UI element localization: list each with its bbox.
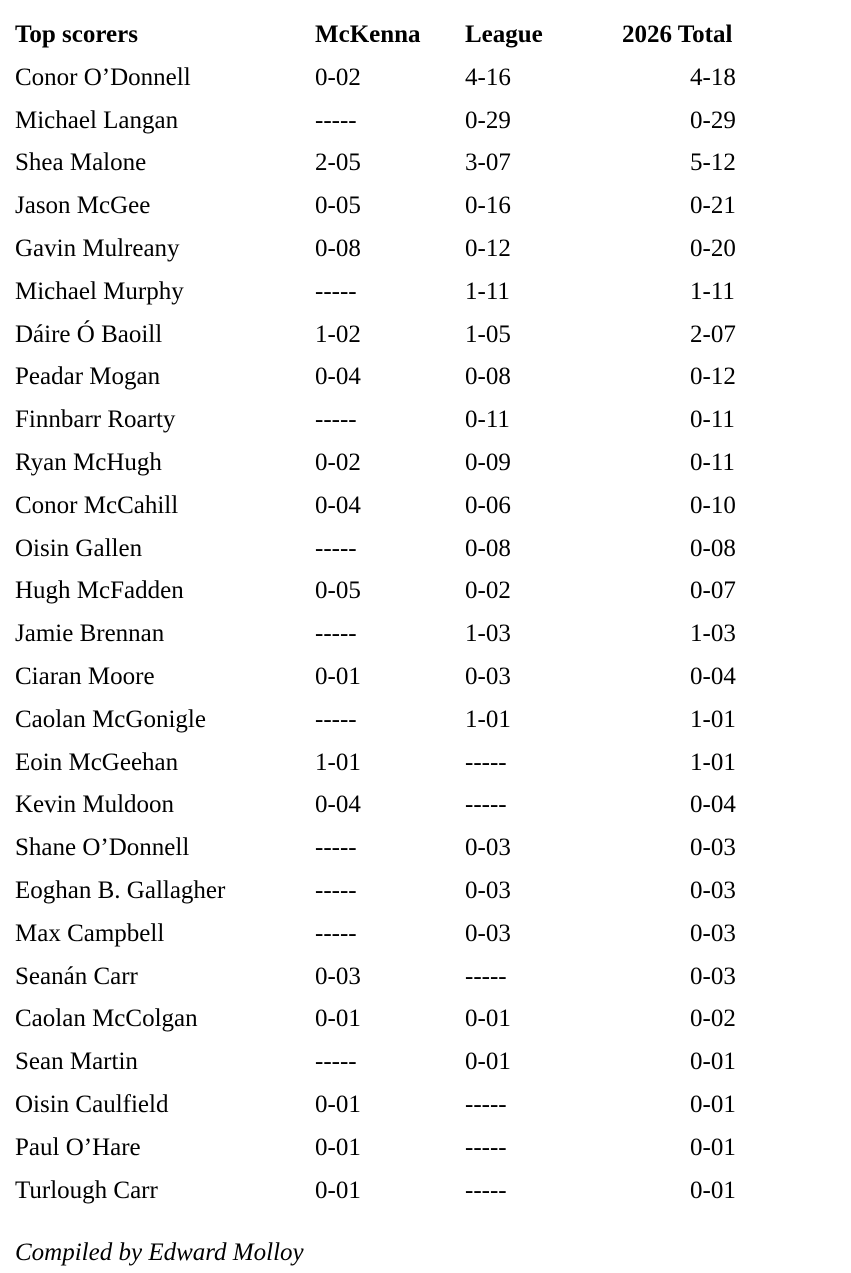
league-score-cell: 0-03 <box>465 834 511 862</box>
mckenna-score-cell: ----- <box>315 1048 357 1076</box>
player-name-cell: Dáire Ó Baoill <box>15 320 163 348</box>
total-score-cell: 0-04 <box>690 662 736 690</box>
table-row <box>15 1041 815 1084</box>
total-score-cell: 0-01 <box>690 1133 736 1161</box>
total-score-cell: 0-02 <box>690 1005 736 1033</box>
table-row <box>15 271 815 314</box>
league-score-cell: 0-03 <box>465 876 511 904</box>
league-score-cell: 0-03 <box>465 662 511 690</box>
mckenna-score-cell: ----- <box>315 620 357 648</box>
league-score-cell: 0-09 <box>465 448 511 476</box>
table-row <box>15 784 815 827</box>
mckenna-score-cell: 0-08 <box>315 234 361 262</box>
total-score-cell: 1-01 <box>690 748 736 776</box>
compiled-by-credit: Compiled by Edward Molloy <box>15 1239 304 1266</box>
table-row <box>15 185 815 228</box>
total-score-cell: 0-20 <box>690 234 736 262</box>
player-name-cell: Kevin Muldoon <box>15 791 175 819</box>
mckenna-score-cell: 0-05 <box>315 577 361 605</box>
table-row <box>15 356 815 399</box>
league-score-cell: 0-06 <box>465 491 511 519</box>
mckenna-score-cell: 1-01 <box>315 748 361 776</box>
league-score-cell: 0-29 <box>465 106 511 134</box>
scorers-table <box>15 14 815 1212</box>
total-score-cell: 0-01 <box>690 1048 736 1076</box>
league-score-cell: 0-01 <box>465 1048 511 1076</box>
table-row <box>15 613 815 656</box>
league-score-cell: 1-01 <box>465 705 511 733</box>
league-score-cell: 0-11 <box>465 406 510 434</box>
header-league: League <box>465 21 543 48</box>
total-score-cell: 0-04 <box>690 791 736 819</box>
table-row <box>15 228 815 271</box>
mckenna-score-cell: 0-02 <box>315 63 361 91</box>
total-score-cell: 0-03 <box>690 876 736 904</box>
table-row <box>15 870 815 913</box>
mckenna-score-cell: ----- <box>315 834 357 862</box>
mckenna-score-cell: 0-01 <box>315 1005 361 1033</box>
mckenna-score-cell: 0-05 <box>315 192 361 220</box>
total-score-cell: 0-10 <box>690 491 736 519</box>
league-score-cell: 0-03 <box>465 919 511 947</box>
mckenna-score-cell: ----- <box>315 406 357 434</box>
player-name-cell: Michael Langan <box>15 106 179 134</box>
league-score-cell: 0-08 <box>465 363 511 391</box>
total-score-cell: 1-11 <box>690 277 735 305</box>
mckenna-score-cell: 0-01 <box>315 1090 361 1118</box>
league-score-cell: 4-16 <box>465 63 511 91</box>
total-score-cell: 0-03 <box>690 919 736 947</box>
player-name-cell: Gavin Mulreany <box>15 234 180 262</box>
player-name-cell: Jason McGee <box>15 192 151 220</box>
league-score-cell: 3-07 <box>465 149 511 177</box>
player-name-cell: Conor McCahill <box>15 491 179 519</box>
player-name-cell: Shea Malone <box>15 149 147 177</box>
league-score-cell: 1-03 <box>465 620 511 648</box>
table-row <box>15 442 815 485</box>
player-name-cell: Caolan McColgan <box>15 1005 198 1033</box>
player-name-cell: Ryan McHugh <box>15 448 162 476</box>
league-score-cell: 1-11 <box>465 277 510 305</box>
player-name-cell: Seanán Carr <box>15 962 138 990</box>
total-score-cell: 0-21 <box>690 192 736 220</box>
player-name-cell: Peadar Mogan <box>15 363 161 391</box>
player-name-cell: Shane O’Donnell <box>15 834 190 862</box>
header-mckenna: McKenna <box>315 21 421 48</box>
player-name-cell: Max Campbell <box>15 919 165 947</box>
header-top-scorers: Top scorers <box>15 21 138 48</box>
table-row <box>15 827 815 870</box>
league-score-cell: 0-08 <box>465 534 511 562</box>
table-row <box>15 485 815 528</box>
player-name-cell: Ciaran Moore <box>15 662 155 690</box>
player-name-cell: Oisin Gallen <box>15 534 143 562</box>
mckenna-score-cell: ----- <box>315 876 357 904</box>
mckenna-score-cell: 0-02 <box>315 448 361 476</box>
league-score-cell: ----- <box>465 791 507 819</box>
mckenna-score-cell: 2-05 <box>315 149 361 177</box>
player-name-cell: Turlough Carr <box>15 1176 158 1204</box>
total-score-cell: 0-11 <box>690 448 735 476</box>
table-row <box>15 1127 815 1170</box>
league-score-cell: 0-02 <box>465 577 511 605</box>
mckenna-score-cell: 0-01 <box>315 1176 361 1204</box>
total-score-cell: 0-01 <box>690 1176 736 1204</box>
mckenna-score-cell: ----- <box>315 705 357 733</box>
player-name-cell: Conor O’Donnell <box>15 63 191 91</box>
table-row <box>15 570 815 613</box>
total-score-cell: 0-29 <box>690 106 736 134</box>
league-score-cell: 0-16 <box>465 192 511 220</box>
total-score-cell: 1-03 <box>690 620 736 648</box>
mckenna-score-cell: ----- <box>315 106 357 134</box>
table-row <box>15 528 815 571</box>
mckenna-score-cell: ----- <box>315 277 357 305</box>
table-row <box>15 142 815 185</box>
league-score-cell: ----- <box>465 748 507 776</box>
player-name-cell: Eoin McGeehan <box>15 748 179 776</box>
total-score-cell: 0-08 <box>690 534 736 562</box>
league-score-cell: ----- <box>465 1090 507 1118</box>
total-score-cell: 0-03 <box>690 962 736 990</box>
league-score-cell: ----- <box>465 1176 507 1204</box>
league-score-cell: 1-05 <box>465 320 511 348</box>
total-score-cell: 0-03 <box>690 834 736 862</box>
table-row <box>15 742 815 785</box>
player-name-cell: Michael Murphy <box>15 277 184 305</box>
mckenna-score-cell: 0-04 <box>315 491 361 519</box>
total-score-cell: 4-18 <box>690 63 736 91</box>
mckenna-score-cell: 0-04 <box>315 363 361 391</box>
mckenna-score-cell: 0-04 <box>315 791 361 819</box>
table-row <box>15 57 815 100</box>
total-score-cell: 0-12 <box>690 363 736 391</box>
table-row <box>15 656 815 699</box>
mckenna-score-cell: ----- <box>315 534 357 562</box>
mckenna-score-cell: 0-01 <box>315 662 361 690</box>
table-row <box>15 913 815 956</box>
table-row <box>15 314 815 357</box>
player-name-cell: Sean Martin <box>15 1048 138 1076</box>
mckenna-score-cell: 1-02 <box>315 320 361 348</box>
table-row <box>15 399 815 442</box>
league-score-cell: 0-12 <box>465 234 511 262</box>
player-name-cell: Caolan McGonigle <box>15 705 206 733</box>
league-score-cell: ----- <box>465 962 507 990</box>
total-score-cell: 0-01 <box>690 1090 736 1118</box>
total-score-cell: 5-12 <box>690 149 736 177</box>
player-name-cell: Hugh McFadden <box>15 577 184 605</box>
league-score-cell: ----- <box>465 1133 507 1161</box>
total-score-cell: 0-07 <box>690 577 736 605</box>
total-score-cell: 0-11 <box>690 406 735 434</box>
player-name-cell: Finnbarr Roarty <box>15 406 176 434</box>
table-row <box>15 956 815 999</box>
table-row <box>15 1170 815 1213</box>
table-row <box>15 100 815 143</box>
player-name-cell: Oisin Caulfield <box>15 1090 169 1118</box>
total-score-cell: 2-07 <box>690 320 736 348</box>
player-name-cell: Jamie Brennan <box>15 620 165 648</box>
table-header-row <box>15 14 815 57</box>
player-name-cell: Paul O’Hare <box>15 1133 141 1161</box>
total-score-cell: 1-01 <box>690 705 736 733</box>
league-score-cell: 0-01 <box>465 1005 511 1033</box>
header-total: 2026 Total <box>622 21 733 48</box>
table-row <box>15 998 815 1041</box>
table-row <box>15 699 815 742</box>
mckenna-score-cell: ----- <box>315 919 357 947</box>
player-name-cell: Eoghan B. Gallagher <box>15 876 226 904</box>
table-body <box>15 57 815 1213</box>
mckenna-score-cell: 0-01 <box>315 1133 361 1161</box>
mckenna-score-cell: 0-03 <box>315 962 361 990</box>
table-row <box>15 1084 815 1127</box>
